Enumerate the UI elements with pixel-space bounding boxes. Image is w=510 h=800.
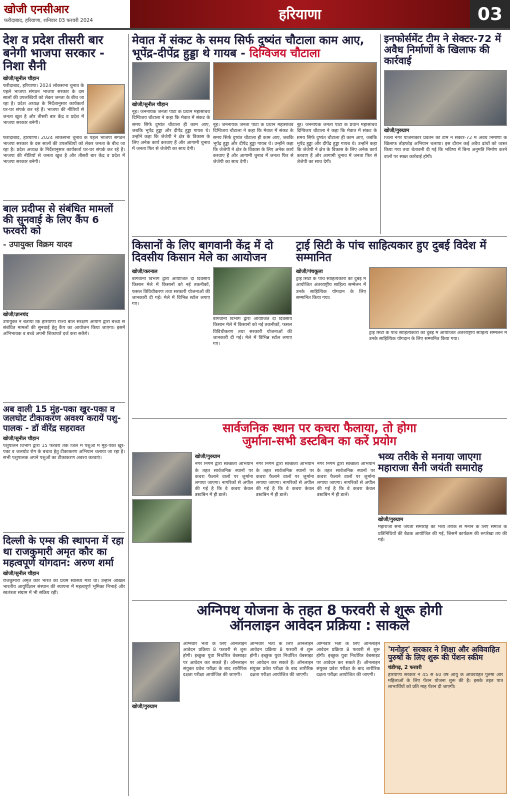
story6-body: जिला नगर योजनाकार प्रवर्तन की टीम ने सेक्टर-72 में अवैध निर्माणों के खिलाफ तोड़फोड़ अभियान चलाया। इस दौरान कई अवैध ढांचों को ध्वस्त किया गया तथा चेतावनी दी गई कि भविष्य में बिना अनुमति निर्माण करने वालों पर सख्त कार्रवाई होगी।	[384, 136, 507, 160]
story5	[132, 34, 377, 260]
story11-byline: खोजी/गुरुग्राम	[132, 704, 158, 710]
story7-body-cont: बागवानी विभाग द्वारा आयोजित दो दिवसीय किसान मेले में किसानों को नई तकनीकों, फसल विविधीकरण तथा सरकारी योजनाओं की जानकारी दी गई। मेले में विभिन्न स्टॉल लगाए गए।	[213, 317, 292, 347]
story1-byline: खोजी/सुनील चौहान	[3, 75, 39, 82]
story5-body-col1: नूंह। जननायक जनता पार्टी के प्रधान महासचिव दिग्विजय चौटाला ने कहा कि मेवात में संकट के समय सिर्फ दुष्यंत चौटाला ही काम आए, जबकि भूपेंद्र हुड्डा और दीपेंद्र हुड्डा गायब थे। उन्होंने कहा कि जेजेपी ने क्षेत्र के विकास के लिए अनेक कार्य करवाए हैं और आगामी चुनाव में जनता फिर से जेजेपी का साथ देगी।	[132, 110, 210, 153]
brand-name: खोजी एनसीआर	[4, 3, 69, 16]
story5-body-col2: नूंह। जननायक जनता पार्टी के प्रधान महासचिव दिग्विजय चौटाला ने कहा कि मेवात में संकट के समय सिर्फ दुष्यंत चौटाला ही काम आए, जबकि भूपेंद्र हुड्डा और दीपेंद्र हुड्डा गायब थे। उन्होंने कहा कि जेजेपी ने क्षेत्र के विकास के लिए अनेक कार्य करवाए हैं और आगामी चुनाव में जनता फिर से जेजेपी का साथ देगी।	[213, 123, 294, 166]
story10-headline: भव्य तरीके से मनाया जाएगा महाराजा सैनी जयंती समारोह	[378, 452, 483, 475]
story2-photo	[3, 254, 125, 310]
story4-body: राजकुमारी अमृत कौर भारत की प्रथम स्वास्थ्य मंत्री थीं। उन्होंने अखिल भारतीय आयुर्विज्ञान संस्थान की स्थापना में महत्वपूर्ण भूमिका निभाई और स्वतंत्रता संग्राम में भी सक्रिय रहीं।	[3, 579, 125, 597]
story10-body: महाराजा सैनी जयंती समारोह को भव्य तरीके से मनाने के लिए समाज के प्रतिनिधियों की बैठक आयोजित की गई, जिसमें कार्यक्रम की रूपरेखा तय की गई।	[378, 525, 507, 543]
story2-byline: खोजी/ज्ञानचंद	[3, 312, 29, 318]
story9-headline-line1: सार्वजनिक स्थान पर कचरा फैलाया, तो होगा	[222, 421, 417, 435]
story4-byline: खोजी/सुनील चौहान	[3, 571, 39, 577]
story11	[132, 604, 507, 635]
story4	[3, 536, 125, 759]
story3-byline: खोजी/सुनील चौहान	[3, 436, 39, 443]
story2-body: उपायुक्त ने बताया कि हरियाणा राज्य बाल संरक्षण आयोग द्वारा बच्चों से संबंधित मामलों की सुनवाई हेतु कैंप का आयोजन किया जाएगा। इसमें अभिभावक व बच्चे अपनी शिकायतें दर्ज करा सकेंगे।	[3, 320, 125, 338]
story9	[132, 422, 507, 565]
story1-body: फरीदाबाद, हरियाणा। 2024 लोकसभा चुनाव के पहले भाजपा संगठन भाजपा सरकार के दस सालों की उपलब्धियों को लेकर जनता के बीच जा रहा है। प्रदेश अध्यक्ष के निर्देशानुसार कार्यकर्ता घर-घर संपर्क कर रहे हैं। भाजपा की नीतियों से जनता खुश है और तीसरी बार केंद्र व प्रदेश में भाजपा सरकार बनेगी।	[3, 83, 84, 126]
story1-photo	[87, 84, 125, 134]
story5-headline-line1: मेवात में संकट के समय सिर्फ दुष्यंत चौटाला काम आए,	[132, 33, 365, 47]
issue-date: फरीदाबाद, हरियाणा, शनिवार 03 फरवरी 2024	[4, 18, 93, 24]
story10-photo	[378, 477, 507, 515]
story6-byline: खोजी/गुरुग्राम	[384, 128, 410, 134]
story11-photo	[132, 642, 180, 702]
story7-body: बागवानी विभाग द्वारा आयोजित दो दिवसीय किसान मेले में किसानों को नई तकनीकों, फसल विविधीकरण तथा सरकारी योजनाओं की जानकारी दी गई। मेले में विभिन्न स्टॉल लगाए गए।	[132, 277, 210, 307]
story6-photo	[384, 70, 507, 126]
story11-headline-line2: ऑनलाइन आवेदन प्रक्रिया : साकले	[229, 618, 410, 635]
story11-body-col1: अग्निवीर भर्ती के लिए ऑनलाइन आवेदन प्रक्रिया 8 फरवरी से शुरू होगी। इच्छुक युवा निर्धारित वेबसाइट पर आवेदन कर सकते हैं। ऑनलाइन संयुक्त प्रवेश परीक्षा के बाद शारीरिक दक्षता परीक्षा आयोजित की जाएगी।	[183, 642, 247, 678]
story10-byline: खोजी/गुरुग्राम	[378, 517, 404, 524]
story9-body-col2: नगर निगम द्वारा स्वच्छता अभियान के तहत सार्वजनिक स्थानों पर कचरा फैलाने वालों पर जुर्माना लगाया जाएगा। नागरिकों से अपील की गई है कि वे कचरा केवल डस्टबिन में ही डालें।	[256, 462, 314, 499]
story8-body: ट्राई सिटी के पांच साहित्यकारों को दुबई में आयोजित अंतरराष्ट्रीय साहित्य सम्मेलन में उनके साहित्यिक योगदान के लिए सम्मानित किया गया।	[296, 277, 366, 301]
story9-body-col3: नगर निगम द्वारा स्वच्छता अभियान के तहत सार्वजनिक स्थानों पर कचरा फैलाने वालों पर जुर्माना लगाया जाएगा। नागरिकों से अपील की गई है कि वे कचरा केवल डस्टबिन में ही डालें।	[317, 462, 375, 499]
story1-body-cont: फरीदाबाद, हरियाणा। 2024 लोकसभा चुनाव के पहले भाजपा संगठन भाजपा सरकार के दस सालों की उपलब्धियों को लेकर जनता के बीच जा रहा है। प्रदेश अध्यक्ष के निर्देशानुसार कार्यकर्ता घर-घर संपर्क कर रहे हैं। भाजपा की नीतियों से जनता खुश है और तीसरी बार केंद्र व प्रदेश में भाजपा सरकार बनेगी।	[3, 135, 125, 166]
story7-photo	[213, 267, 292, 315]
left-column	[3, 34, 125, 206]
story11-body-area	[132, 642, 380, 792]
story5-headline-line2-b: दिग्विजय चौटाला	[245, 45, 321, 60]
story8-byline: खोजी/पंचकूला	[296, 269, 323, 276]
section-banner	[130, 0, 470, 28]
story5-photo-small	[132, 62, 210, 100]
story10	[378, 452, 507, 565]
story8-body-cont: ट्राई सिटी के पांच साहित्यकारों को दुबई में आयोजित अंतरराष्ट्रीय साहित्य सम्मेलन में उनके साहित्यिक योगदान के लिए सम्मानित किया गया।	[369, 331, 507, 343]
story5-body-col3: नूंह। जननायक जनता पार्टी के प्रधान महासचिव दिग्विजय चौटाला ने कहा कि मेवात में संकट के समय सिर्फ दुष्यंत चौटाला ही काम आए, जबकि भूपेंद्र हुड्डा और दीपेंद्र हुड्डा गायब थे। उन्होंने कहा कि जेजेपी ने क्षेत्र के विकास के लिए अनेक कार्य करवाए हैं और आगामी चुनाव में जनता फिर से जेजेपी का साथ देगी।	[296, 123, 377, 166]
story9-photo-2	[132, 499, 192, 543]
story11-headline-line1: अग्निपथ योजना के तहत 8 फरवरी से शुरू होगी	[196, 603, 443, 619]
story7-byline: खोजी/करनाल	[132, 269, 158, 276]
story7-headline: किसानों के लिए बागवानी केंद्र में दो दिवसीय किसान मेले का आयोजन	[132, 239, 274, 265]
story9-photo-1	[132, 452, 192, 496]
story6	[384, 34, 507, 226]
story1-headline: देश व प्रदेश तीसरी बार बनेगी भाजपा सरकार - निशा सैनी	[3, 33, 105, 74]
story2	[3, 204, 125, 380]
story8-photo	[369, 267, 507, 329]
story8	[296, 240, 507, 416]
story12-body: हरियाणा सरकार ने 45 से 60 वर्ष आयु के अविवाहित पुरुषों और महिलाओं के लिए पेंशन योजना शुरू की है। इसके तहत पात्र लाभार्थियों को प्रति माह पेंशन दी जाएगी।	[388, 672, 503, 690]
story8-headline: ट्राई सिटी के पांच साहित्यकार हुए दुबई विदेश में सम्मानित	[296, 239, 487, 265]
story5-headline-line2	[132, 47, 377, 60]
story5-headline-line2-a: भूपेंद्र-दीपेंद्र हुड्डा थे गायब -	[132, 45, 246, 60]
story11-body-col2: अग्निवीर भर्ती के लिए ऑनलाइन आवेदन प्रक्रिया 8 फरवरी से शुरू होगी। इच्छुक युवा निर्धारित वेबसाइट पर आवेदन कर सकते हैं। ऑनलाइन संयुक्त प्रवेश परीक्षा के बाद शारीरिक दक्षता परीक्षा आयोजित की जाएगी।	[249, 642, 314, 678]
story5-byline: खोजी/सुनील चौहान	[132, 102, 168, 109]
story3-body: पशुपालन विभाग द्वारा 15 फरवरी तक जिले में पशुओं में मुंह-पका खुर-पका व जलघोट रोग के बचाव हेतु टीकाकरण अभियान चलाया जा रहा है। सभी पशुपालक अपने पशुओं का टीकाकरण अवश्य करवाएं।	[3, 444, 125, 462]
story12	[384, 642, 507, 794]
story9-body-col1: नगर निगम द्वारा स्वच्छता अभियान के तहत सार्वजनिक स्थानों पर कचरा फैलाने वालों पर जुर्माना लगाया जाएगा। नागरिकों से अपील की गई है कि वे कचरा केवल डस्टबिन में ही डालें।	[195, 462, 253, 499]
section-title: हरियाणा	[278, 6, 322, 23]
page-number: 03	[470, 0, 510, 28]
story11-body-col3: अग्निवीर भर्ती के लिए ऑनलाइन आवेदन प्रक्रिया 8 फरवरी से शुरू होगी। इच्छुक युवा निर्धारित वेबसाइट पर आवेदन कर सकते हैं। ऑनलाइन संयुक्त प्रवेश परीक्षा के बाद शारीरिक दक्षता परीक्षा आयोजित की जाएगी।	[316, 642, 381, 678]
brand-block	[0, 0, 130, 28]
story6-headline: इनफोर्समेंट टीम ने सेक्टर-72 में अवैध निर्माणों के खिलाफ की कार्रवाई	[384, 34, 502, 67]
story9-byline: खोजी/गुरुग्राम	[195, 454, 221, 461]
story3	[3, 406, 125, 514]
story12-byline: चंडीगढ़, 2 फरवरी	[388, 664, 422, 671]
story2-headline: बाल प्रदीप्स से संबंधित मामलों की सुनवाई के लिए कैंप 6 फरवरी को	[3, 204, 114, 237]
story7	[132, 240, 292, 427]
story2-subhead: - उपायुक्त विक्रम यादव	[3, 240, 73, 249]
story12-headline: 'मनोहर' सरकार ने शिक्षा और अविवाहित पुरुषों के लिए शुरू की पेंशन स्कीम	[388, 645, 500, 663]
story3-headline: अब वाली 15 मुंह-पका खुर-पका व जलघोट टीकाकरण अवश्य करायें पशु-पालक - डॉ वीरेंद्र सहरावत	[3, 405, 121, 434]
story5-photo-main	[213, 62, 377, 120]
masthead	[0, 0, 510, 30]
story9-headline-line2: जुर्माना-सभी डस्टबिन का करें प्रयोग	[242, 434, 397, 449]
story4-headline: दिल्ली के एम्स की स्थापना में रहा था राजकुमारी अमृत कौर का महत्वपूर्ण योगदान: अरुण शर्मा	[3, 536, 124, 569]
